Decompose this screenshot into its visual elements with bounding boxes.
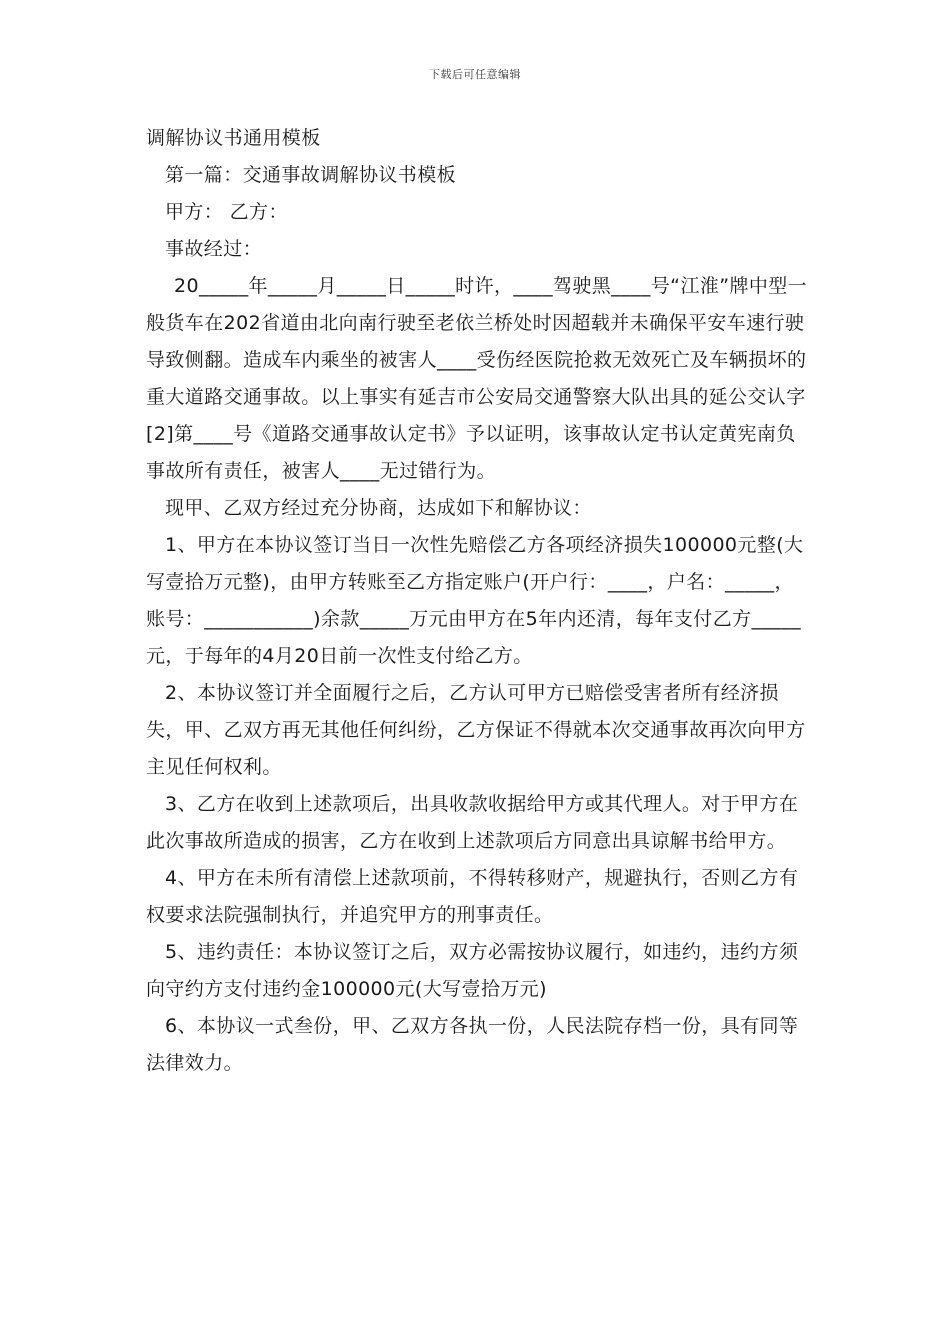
agreement-intro: 现甲、乙双方经过充分协商，达成如下和解协议： (165, 497, 592, 519)
clause-4: 4、甲方在未所有清偿上述款项前，不得转移财产，规避执行，否则乙方有权要求法院强制执行，并追究甲方的刑事责任。 (146, 867, 799, 926)
document-body (146, 120, 810, 1082)
accident-heading: 事故经过： (165, 238, 263, 260)
clause-1: 1、甲方在本协议签订当日一次性先赔偿乙方各项经济损失100000元整(大写壹拾万元整)，由甲方转账至乙方指定账户(开户行：____，户名：_____，账号：___________)余款_____万元由甲方在5年内还清，每年支付乙方_____元，于每年的4月20日前一次性支付给乙方。 (146, 534, 804, 667)
page-header: 下载后可任意编辑 (429, 68, 521, 81)
clause-2: 2、本协议签订并全面履行之后，乙方认可甲方已赔偿受害者所有经济损失，甲、乙双方再无其他任何纠纷，乙方保证不得就本次交通事故再次向甲方主见任何权利。 (146, 682, 806, 778)
clause-5: 5、违约责任：本协议签订之后，双方必需按协议履行，如违约，违约方须向守约方支付违约金100000元(大写壹拾万元) (146, 941, 799, 1000)
accident-paragraph: 20_____年_____月_____日_____时许，____驾驶黑____号“江淮”牌中型一般货车在202省道由北向南行驶至老依兰桥处时因超载并未确保平安车速行驶导致侧翻。造成车内乘坐的被害人____受伤经医院抢救无效死亡及车辆损坏的重大道路交通事故。以上事实有延吉市公安局交通警察大队出具的延公交认字[2]第____号《道路交通事故认定书》予以证明，该事故认定书认定黄宪南负事故所有责任，被害人____无过错行为。 (146, 275, 808, 482)
parties-line: 甲方： 乙方： (165, 201, 288, 223)
clause-3: 3、乙方在收到上述款项后，出具收款收据给甲方或其代理人。对于甲方在此次事故所造成的损害，乙方在收到上述款项后方同意出具谅解书给甲方。 (146, 793, 799, 852)
section-heading: 第一篇：交通事故调解协议书模板 (165, 164, 457, 186)
document-title: 调解协议书通用模板 (146, 127, 321, 149)
clause-6: 6、本协议一式叁份，甲、乙双方各执一份，人民法院存档一份，具有同等法律效力。 (146, 1015, 799, 1074)
